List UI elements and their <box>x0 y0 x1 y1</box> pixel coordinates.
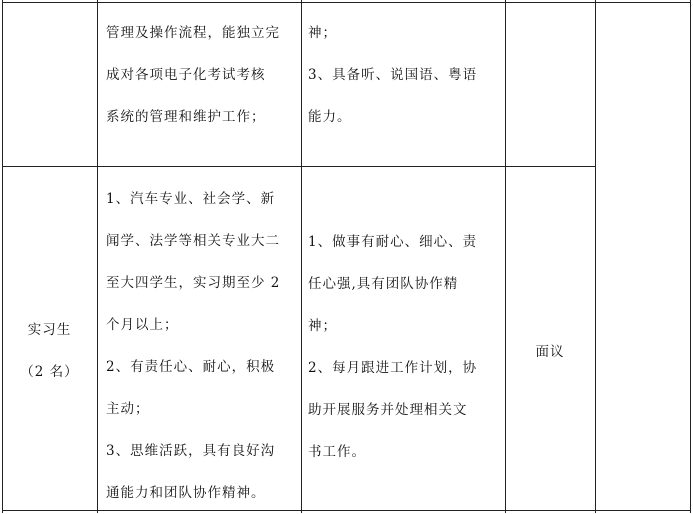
column-divider <box>505 0 506 513</box>
duties-line: 成对各项电子化考试考核 <box>106 67 266 83</box>
duties-line: 管理及操作流程，能独立完 <box>106 25 280 41</box>
duties-line: 个月以上； <box>106 317 179 333</box>
requirements-line: 任心强,具有团队协作精 <box>308 276 459 292</box>
row1-requirements <box>308 12 477 138</box>
row1-duties <box>106 12 280 138</box>
position-title: 实习生 <box>27 322 72 338</box>
headcount: （2 名） <box>20 364 79 380</box>
requirements-line: 助开展服务并处理相关文 <box>308 402 468 418</box>
requirements-line: 能力。 <box>308 109 352 125</box>
row-divider <box>2 166 596 167</box>
duties-line: 1、汽车专业、社会学、新 <box>106 191 276 207</box>
requirements-line: 2、每月跟进工作计划，协 <box>308 360 478 376</box>
row2-requirements <box>308 221 477 473</box>
duties-line: 系统的管理和维护工作； <box>106 109 266 125</box>
duties-line: 通能力和团队协作精神。 <box>106 485 266 501</box>
row2-duties <box>106 178 280 514</box>
salary-value: 面议 <box>535 344 565 360</box>
column-divider <box>690 0 691 513</box>
row-divider <box>2 2 691 3</box>
duties-line: 闻学、法学等相关专业大二 <box>106 233 280 249</box>
duties-line: 3、思维活跃，具有良好沟 <box>106 443 276 459</box>
requirements-line: 1、做事有耐心、细心、责 <box>308 234 478 250</box>
column-divider <box>2 0 3 513</box>
requirements-line: 神； <box>308 25 337 41</box>
requirements-line: 书工作。 <box>308 444 366 460</box>
duties-line: 主动； <box>106 401 150 417</box>
duties-line: 2、有责任心、耐心，积极 <box>106 359 276 375</box>
column-divider <box>595 0 596 513</box>
requirements-line: 神； <box>308 318 337 334</box>
requirements-line: 3、具备听、说国语、粤语 <box>308 67 478 83</box>
column-divider <box>301 0 302 513</box>
duties-line: 至大四学生，实习期至少 2 <box>106 275 281 291</box>
column-divider <box>97 0 98 513</box>
